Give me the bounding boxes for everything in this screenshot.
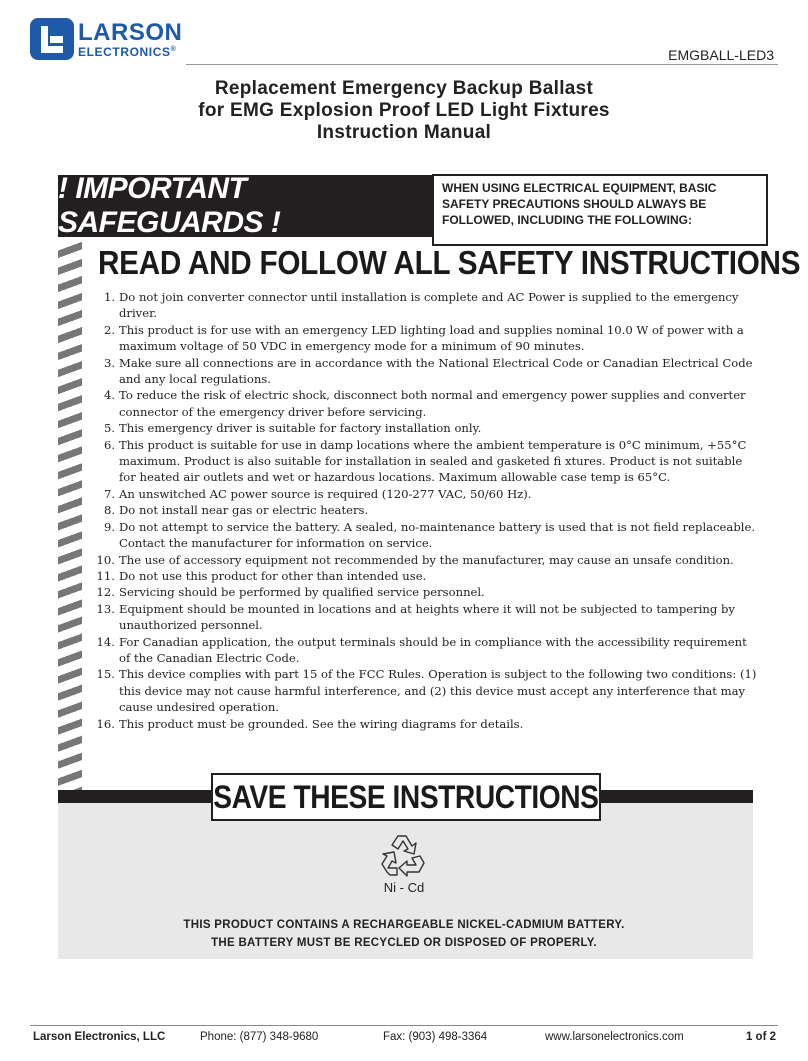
list-item: 5. This emergency driver is suitable for factory installation only. [103,421,482,436]
header-divider [186,64,778,65]
title-line-3: Instruction Manual [316,122,492,143]
list-item: 8. Do not install near gas or electric heaters. [103,503,369,518]
list-item: 7. An unswitched AC power source is required (120-277 VAC, 50/60 Hz). [103,486,532,501]
list-item: 1. Do not join converter connector until installation is complete and AC Power is supplied to the emergency driver. [103,290,739,321]
list-item: 6. This product is suitable for use in damp locations where the ambient temperature is 0°C minimum, +55°C maximum. Product is also suitable for installation in sealed and gasketed fi xtures. Product is not suitable for heated air outlets and wet or hazardous locations. Maximum allowable case temp is 65°C. [103,437,747,485]
list-item: 2. This product is for use with an emergency LED lighting load and supplies nominal 10.0 W of power with a maximum voltage of 50 VDC in emergency mode for a minimum of 90 minutes. [103,322,744,354]
logo-text [78,18,183,59]
important-safeguards-banner: ! IMPORTANT SAFEGUARDS ! [58,175,434,237]
safeguards-note-line-1: WHEN USING ELECTRICAL EQUIPMENT, BASIC [442,181,717,195]
list-item: 11. Do not use this product for other than intended use. [96,568,427,583]
safeguards-note [432,174,768,246]
list-item: 4. To reduce the risk of electric shock, disconnect both normal and emergency power supplies and converter connector of the emergency driver before servicing. [103,388,746,419]
list-item: 9. Do not attempt to service the battery. A sealed, no-maintenance battery is used that is not field replaceable. Contact the manufacturer for information on service. [103,519,756,551]
list-item: 16. This product must be grounded. See the wiring diagrams for details. [96,716,524,731]
nicd-label: Ni - Cd [383,880,425,895]
hazard-stripes [58,241,82,790]
recycle-icon [376,830,432,880]
battery-warning [0,916,808,952]
battery-warning-line-2: THE BATTERY MUST BE RECYCLED OR DISPOSED OF PROPERLY. [211,937,597,949]
document-title [0,78,808,144]
footer-page-number: 1 of 2 [745,1031,776,1043]
list-item: 13. Equipment should be mounted in locations and at heights where it will not be subjected to tampering by unauthorized personnel. [96,601,735,633]
list-item: 3. Make sure all connections are in accordance with the National Electrical Code or Canadian Electrical Code and any local regulations. [103,355,753,387]
list-item: 15. This device complies with part 15 of the FCC Rules. Operation is subject to the following two conditions: (1) this device may not cause harmful interference, and (2) this device must accept any interference that may cause undesired operation. [96,667,757,715]
list-item: 10. The use of accessory equipment not recommended by the manufacturer, may cause an unsafe condition. [96,552,734,567]
safeguards-note-line-3: FOLLOWED, INCLUDING THE FOLLOWING: [442,213,692,227]
logo-name: LARSON [78,18,183,46]
list-item: 14. For Canadian application, the output terminals should be in compliance with the accessibility requirement of the Canadian Electric Code. [96,634,747,665]
main-heading: READ AND FOLLOW ALL SAFETY INSTRUCTIONS [98,244,801,281]
footer-divider [30,1025,778,1026]
instruction-list [90,289,760,732]
footer-phone: Phone: (877) 348-9680 [200,1031,319,1043]
document-code: EMGBALL-LED3 [668,47,774,63]
list-item: 12. Servicing should be performed by qualified service personnel. [96,585,485,600]
logo-subtitle: ELECTRONICS® [78,44,177,59]
footer-website: www.larsonelectronics.com [545,1031,684,1043]
title-line-2: for EMG Explosion Proof LED Light Fixtures [198,100,610,121]
company-logo [30,18,182,60]
save-instructions-heading: SAVE THESE INSTRUCTIONS [211,773,601,821]
logo-mark-icon [30,18,74,60]
title-line-1: Replacement Emergency Backup Ballast [214,78,594,99]
safeguards-note-line-2: SAFETY PRECAUTIONS SHOULD ALWAYS BE [442,197,707,211]
footer-fax: Fax: (903) 498-3364 [383,1031,488,1043]
footer-company: Larson Electronics, LLC [33,1031,166,1043]
battery-warning-line-1: THIS PRODUCT CONTAINS A RECHARGEABLE NICKEL-CADMIUM BATTERY. [183,919,625,931]
